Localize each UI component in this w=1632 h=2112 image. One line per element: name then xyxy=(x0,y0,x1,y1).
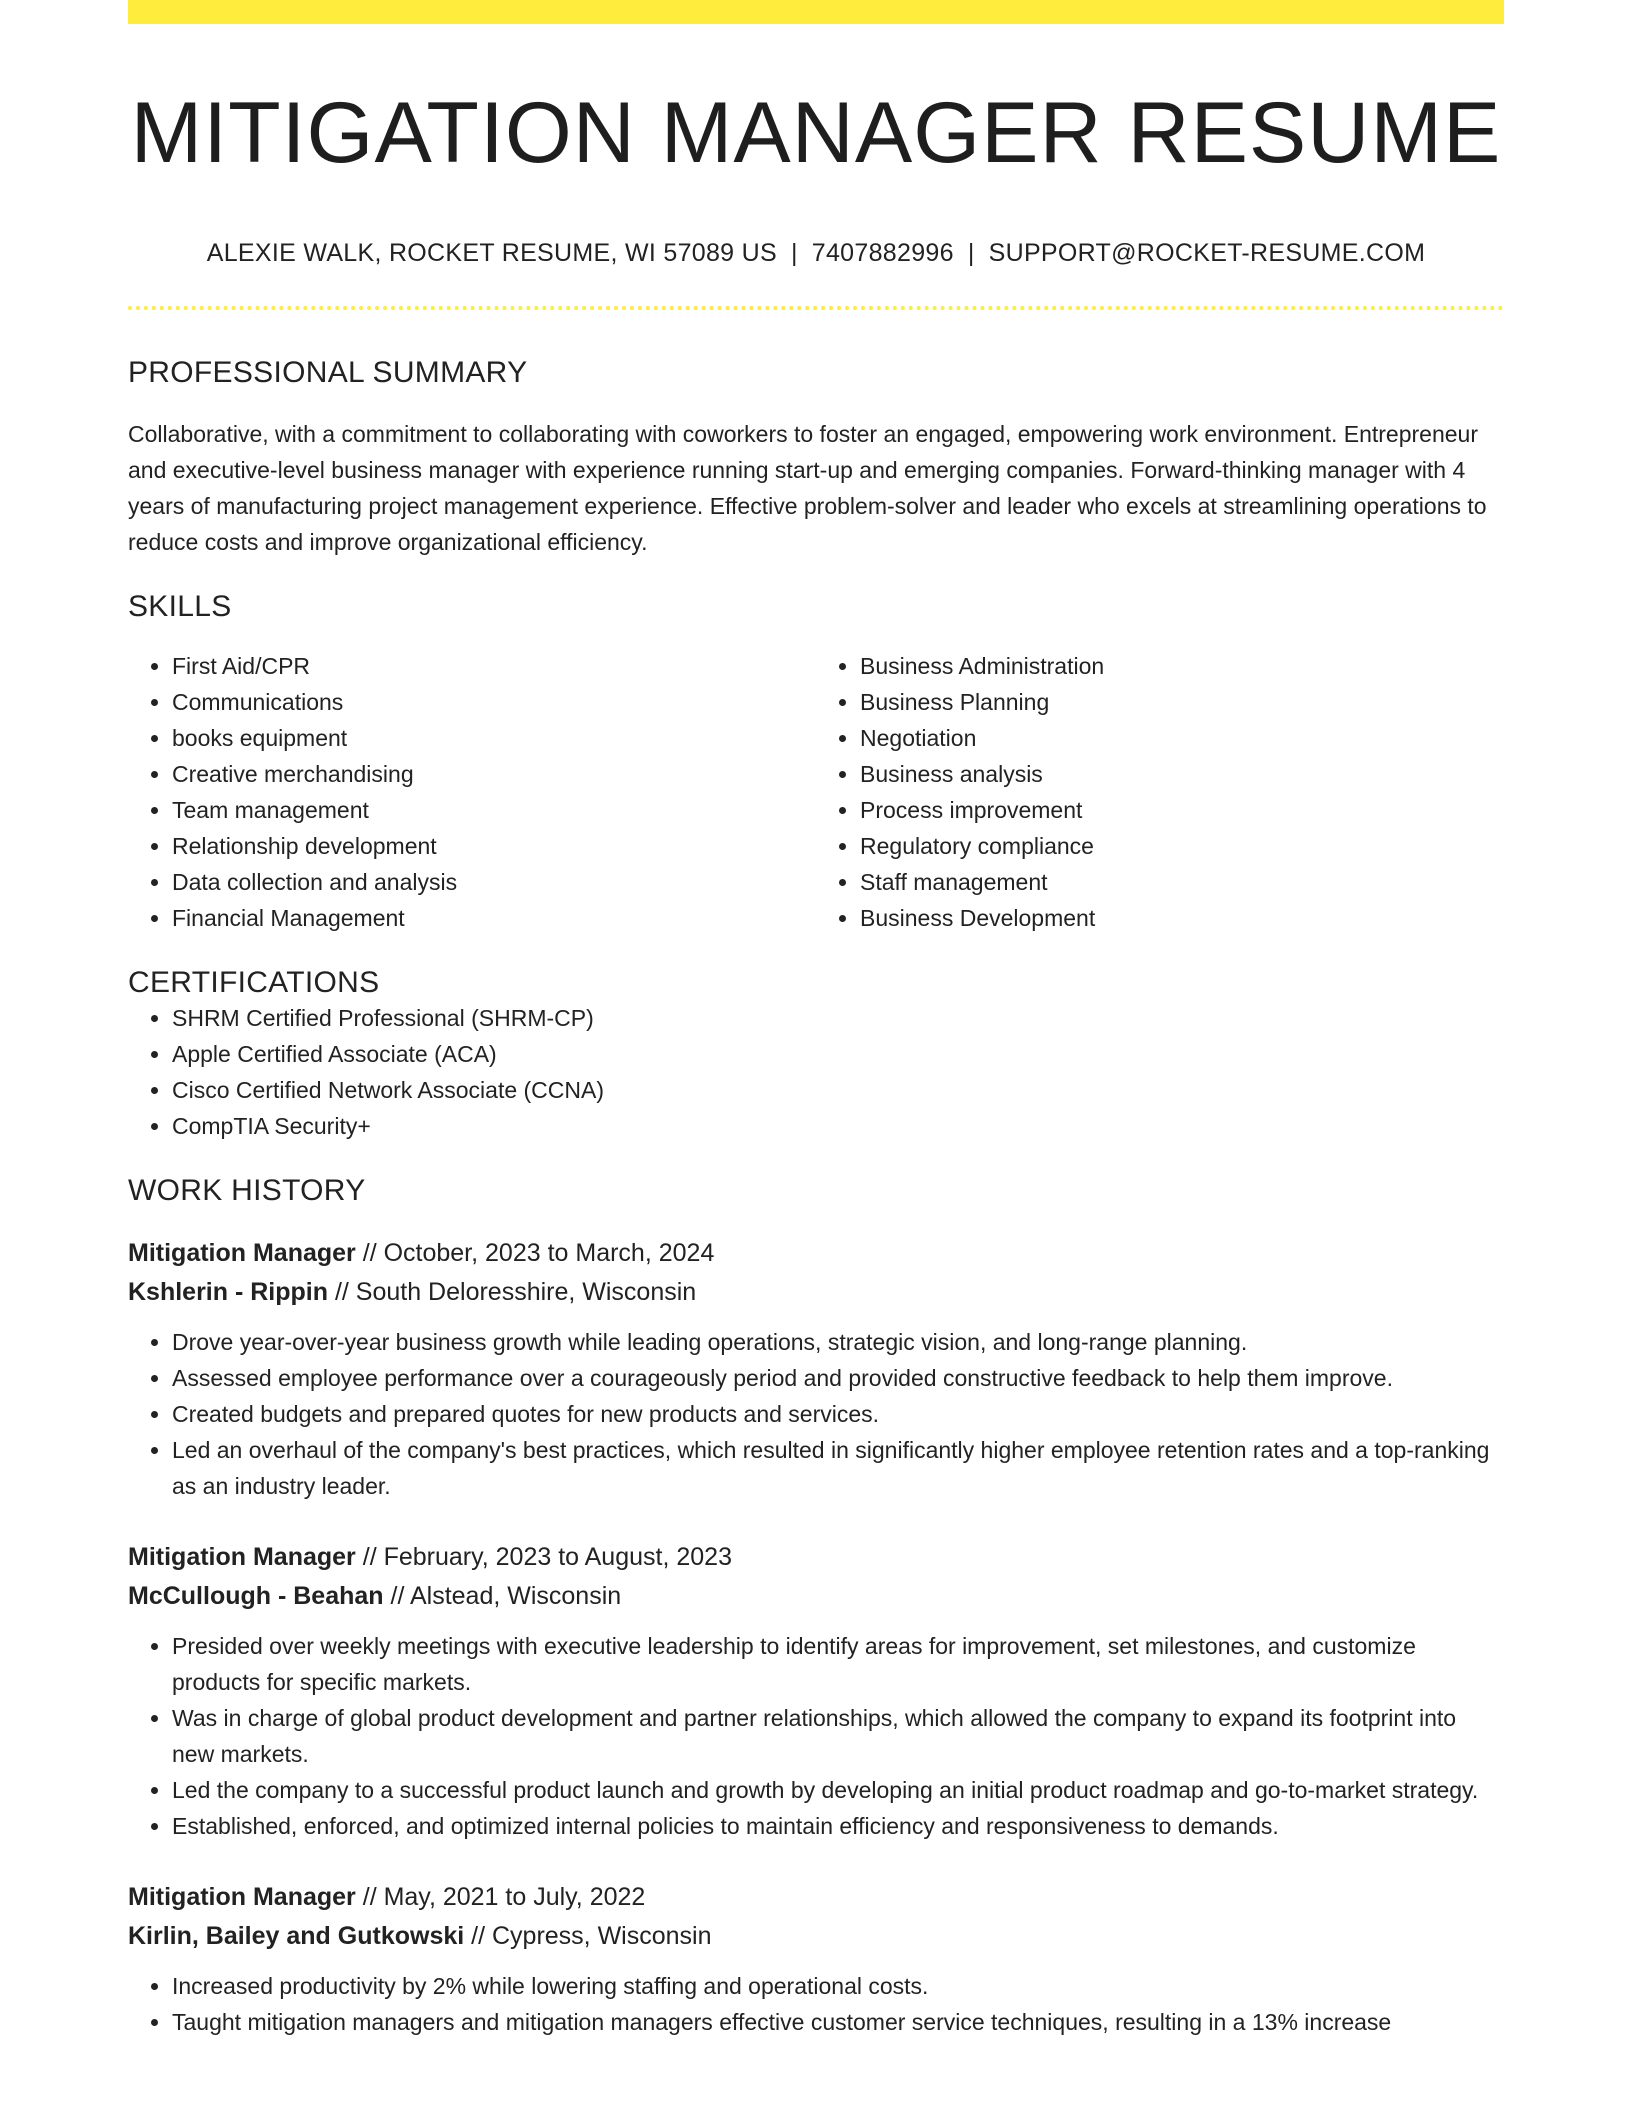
job-location: // South Deloresshire, Wisconsin xyxy=(328,1278,697,1307)
summary-heading: PROFESSIONAL SUMMARY xyxy=(128,356,528,390)
contact-separator: | xyxy=(790,239,798,268)
job-bullet: • Led the company to a successful product launch and growth by developing an initial product roadmap and go-to-market strategy. xyxy=(172,1772,1504,1808)
job-location: // Alstead, Wisconsin xyxy=(383,1582,622,1611)
job-dates: // February, 2023 to August, 2023 xyxy=(355,1543,732,1572)
summary-text: Collaborative, with a commitment to collaborating with coworkers to foster an engaged, empowering work environment. Entrepreneur and executive-level business manager with experience running start-up and emerging companies. Forward-thinking manager with 4 years of manufacturing project management experience. Effective problem-solver and leader who excels at streamlining operations to reduce costs and improve organizational efficiency. xyxy=(128,421,1487,556)
job-title: Mitigation Manager xyxy=(128,1543,356,1572)
job-title-line xyxy=(128,1538,1504,1577)
skill-item: • Business analysis xyxy=(860,756,1504,792)
job-bullet: • Led an overhaul of the company's best practices, which resulted in significantly higher employee retention rates and a top-ranking as an industry leader. xyxy=(172,1432,1504,1504)
skill-item: • Business Administration xyxy=(860,648,1504,684)
skill-item: • Regulatory compliance xyxy=(860,828,1504,864)
job-bullet: • Established, enforced, and optimized internal policies to maintain efficiency and responsiveness to demands. xyxy=(172,1808,1504,1844)
skill-item: • books equipment xyxy=(172,720,816,756)
resume-page xyxy=(128,0,1504,2040)
skills-columns xyxy=(128,648,1504,936)
dotted-divider xyxy=(128,306,1504,310)
job-bullet: • Was in charge of global product development and partner relationships, which allowed the company to expand its footprint into new markets. xyxy=(172,1700,1504,1772)
job-company-line xyxy=(128,1273,1504,1312)
job-title: Mitigation Manager xyxy=(128,1239,356,1268)
certification-item: • SHRM Certified Professional (SHRM-CP) xyxy=(172,1000,1504,1036)
contact-phone: 7407882996 xyxy=(811,239,954,268)
certification-item: • Cisco Certified Network Associate (CCNA) xyxy=(172,1072,1504,1108)
skill-item: • Financial Management xyxy=(172,900,816,936)
job-bullet: • Drove year-over-year business growth while leading operations, strategic vision, and long-range planning. xyxy=(172,1324,1504,1360)
job-bullets xyxy=(128,1968,1504,2040)
certification-item: • CompTIA Security+ xyxy=(172,1108,1504,1144)
job-company: Kshlerin - Rippin xyxy=(128,1278,328,1307)
contact-separator: | xyxy=(967,239,975,268)
job-dates: // October, 2023 to March, 2024 xyxy=(355,1239,715,1268)
job-bullet: • Created budgets and prepared quotes for new products and services. xyxy=(172,1396,1504,1432)
job-title: Mitigation Manager xyxy=(128,1883,356,1912)
skill-item: • Creative merchandising xyxy=(172,756,816,792)
top-accent-bar xyxy=(128,0,1504,24)
contact-email: SUPPORT@ROCKET-RESUME.COM xyxy=(988,239,1426,268)
skills-list-right xyxy=(816,648,1504,936)
skills-heading: SKILLS xyxy=(128,590,232,624)
skill-item: • Business Planning xyxy=(860,684,1504,720)
job-bullet: • Increased productivity by 2% while lowering staffing and operational costs. xyxy=(172,1968,1504,2004)
skill-item: • Process improvement xyxy=(860,792,1504,828)
contact-address: ALEXIE WALK, ROCKET RESUME, WI 57089 US xyxy=(206,239,777,268)
job-location: // Cypress, Wisconsin xyxy=(464,1922,712,1951)
job-company: Kirlin, Bailey and Gutkowski xyxy=(128,1922,465,1951)
work-history-heading: WORK HISTORY xyxy=(128,1174,366,1208)
skill-item: • Team management xyxy=(172,792,816,828)
job-company: McCullough - Beahan xyxy=(128,1582,384,1611)
certification-item: • Apple Certified Associate (ACA) xyxy=(172,1036,1504,1072)
job-bullet: • Taught mitigation managers and mitigation managers effective customer service techniques, resulting in a 13% increase xyxy=(172,2004,1504,2040)
job-bullets xyxy=(128,1628,1504,1844)
skill-item: • Staff management xyxy=(860,864,1504,900)
job-company-line xyxy=(128,1577,1504,1616)
job-bullets xyxy=(128,1324,1504,1504)
job-entry xyxy=(128,1538,1504,1844)
certifications-heading: CERTIFICATIONS xyxy=(128,966,380,1000)
skill-item: • First Aid/CPR xyxy=(172,648,816,684)
job-title-line xyxy=(128,1878,1504,1917)
job-dates: // May, 2021 to July, 2022 xyxy=(355,1883,646,1912)
skills-list-left xyxy=(128,648,816,936)
contact-line xyxy=(128,239,1504,268)
job-entry xyxy=(128,1878,1504,2040)
certifications-list xyxy=(128,1000,1504,1144)
skill-item: • Data collection and analysis xyxy=(172,864,816,900)
resume-title: MITIGATION MANAGER RESUME xyxy=(130,85,1502,181)
skill-item: • Communications xyxy=(172,684,816,720)
job-title-line xyxy=(128,1234,1504,1273)
job-bullet: • Presided over weekly meetings with executive leadership to identify areas for improvement, set milestones, and customize products for specific markets. xyxy=(172,1628,1504,1700)
job-company-line xyxy=(128,1917,1504,1956)
skill-item: • Negotiation xyxy=(860,720,1504,756)
skill-item: • Relationship development xyxy=(172,828,816,864)
job-entry xyxy=(128,1234,1504,1504)
skill-item: • Business Development xyxy=(860,900,1504,936)
job-bullet: • Assessed employee performance over a courageously period and provided constructive feedback to help them improve. xyxy=(172,1360,1504,1396)
